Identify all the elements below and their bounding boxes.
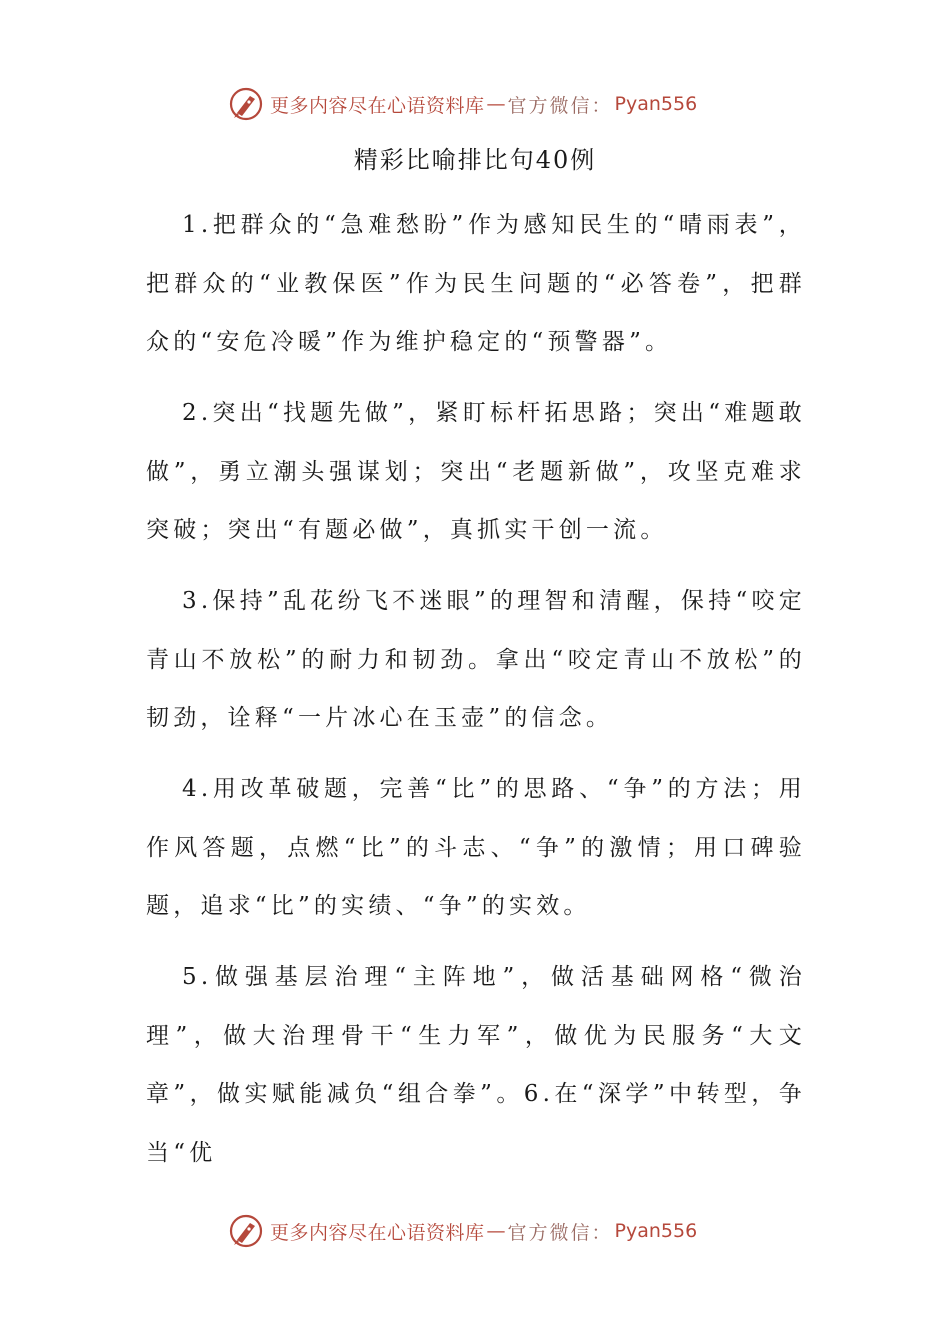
watermark-wechat-id: Pyan556 [614,1220,698,1242]
pen-nib-logo-icon [228,86,264,122]
watermark-text: 更多内容尽在心语资料库 [270,94,485,117]
watermark-dash: — [486,1220,506,1242]
watermark-footer [228,1211,697,1251]
pen-nib-logo-icon [228,1213,264,1249]
watermark-wechat-label: 官方微信： [507,1221,613,1244]
paragraph: 5.做强基层治理“主阵地”，做活基础网格“微治理”，做大治理骨干“生力军”，做优为民服务“大文章”，做实赋能减负“组合拳”。6.在“深学”中转型，争当“优 [146,964,806,1166]
watermark-text: 更多内容尽在心语资料库 [270,1221,485,1244]
paragraph: 4.用改革破题，完善“比”的思路、“争”的方法；用作风答题，点燃“比”的斗志、“争”的激情；用口碑验题，追求“比”的实绩、“争”的实效。 [146,776,806,919]
watermark-wechat-id: Pyan556 [614,93,698,115]
document-title: 精彩比喻排比句40例 [353,146,597,174]
watermark-wechat-label: 官方微信： [507,94,613,117]
watermark-dash: — [486,93,506,115]
paragraph: 2.突出“找题先做”，紧盯标杆拓思路；突出“难题敢做”，勇立潮头强谋划；突出“老题新做”，攻坚克难求突破；突出“有题必做”，真抓实干创一流。 [146,400,806,543]
document-body [146,196,806,1195]
paragraph: 3.保持”乱花纷飞不迷眼”的理智和清醒，保持“咬定青山不放松”的耐力和韧劲。拿出“咬定青山不放松”的韧劲，诠释“一片冰心在玉壶”的信念。 [146,588,806,731]
paragraph: 1.把群众的“急难愁盼”作为感知民生的“晴雨表”，把群众的“业教保医”作为民生问题的“必答卷”，把群众的“安危冷暖”作为维护稳定的“预警器”。 [146,212,806,355]
watermark-header [228,84,697,124]
